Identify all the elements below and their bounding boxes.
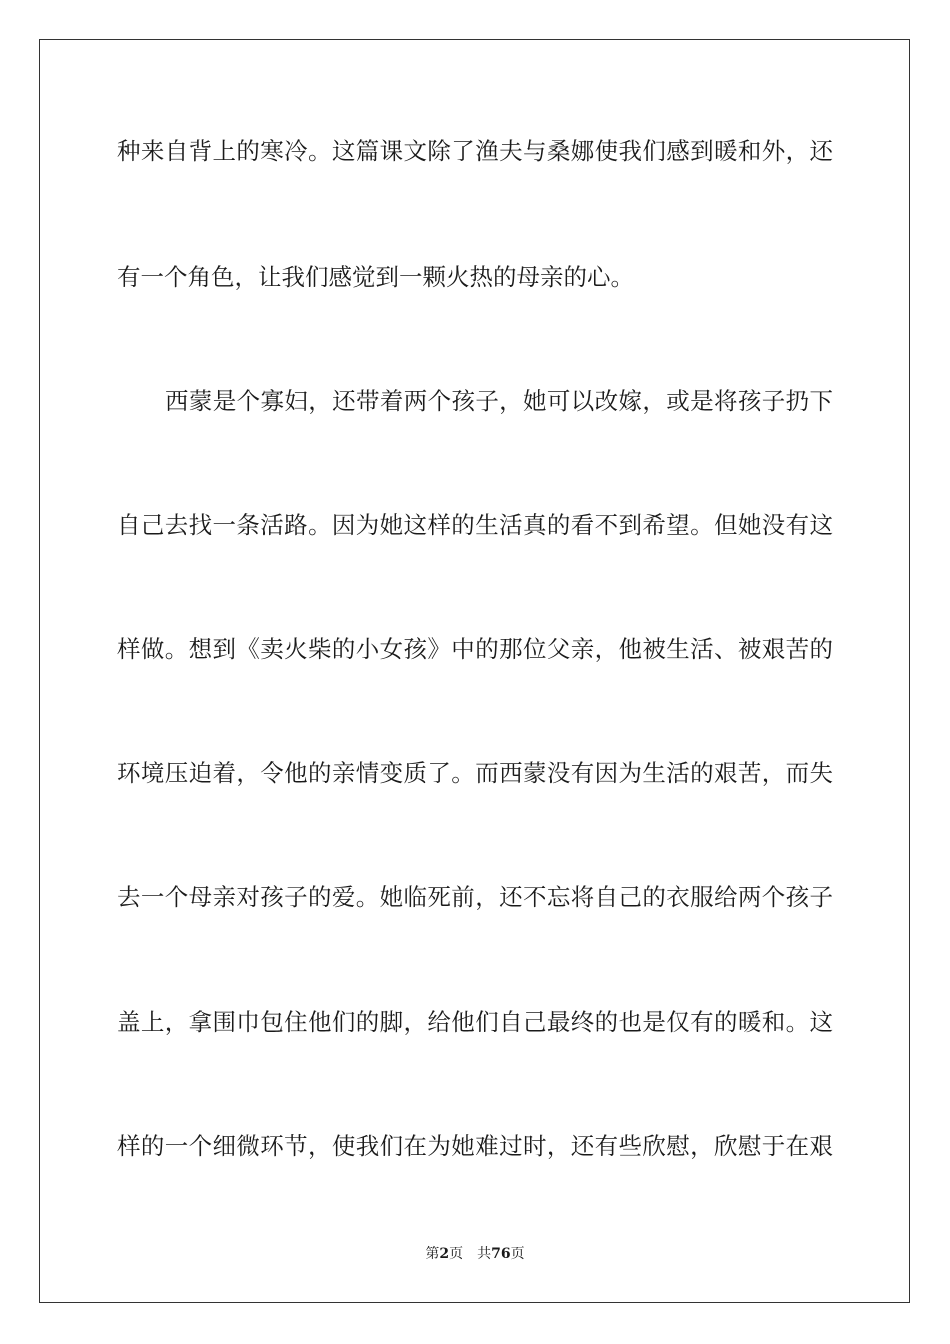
total-suffix: 页 [510, 1246, 525, 1262]
body-text-line-3: 西蒙是个寡妇，还带着两个孩子，她可以改嫁，或是将孩子扔下 [165, 387, 833, 415]
page-prefix: 第 [425, 1246, 440, 1262]
body-text-line-8: 盖上，拿围巾包住他们的脚，给他们自己最终的也是仅有的暖和。这 [117, 1008, 833, 1036]
body-text-line-9: 样的一个细微环节，使我们在为她难过时，还有些欣慰，欣慰于在艰 [117, 1132, 833, 1160]
body-text-line-1: 种来自背上的寒冷。这篇课文除了渔夫与桑娜使我们感到暖和外，还 [117, 137, 833, 165]
page-footer [0, 1245, 950, 1263]
body-text-line-6: 环境压迫着，令他的亲情变质了。而西蒙没有因为生活的艰苦，而失 [117, 759, 833, 787]
page-number: 2 [439, 1246, 450, 1262]
body-text-line-7: 去一个母亲对孩子的爱。她临死前，还不忘将自己的衣服给两个孩子 [117, 883, 833, 911]
total-prefix: 共 [477, 1246, 492, 1262]
page-border [39, 39, 910, 1303]
body-text-line-4: 自己去找一条活路。因为她这样的生活真的看不到希望。但她没有这 [117, 511, 833, 539]
page-suffix: 页 [449, 1246, 464, 1262]
body-text-line-2: 有一个角色，让我们感觉到一颗火热的母亲的心。 [117, 263, 634, 291]
body-text-line-5: 样做。想到《卖火柴的小女孩》中的那位父亲，他被生活、被艰苦的 [117, 635, 833, 663]
total-pages: 76 [491, 1246, 511, 1262]
